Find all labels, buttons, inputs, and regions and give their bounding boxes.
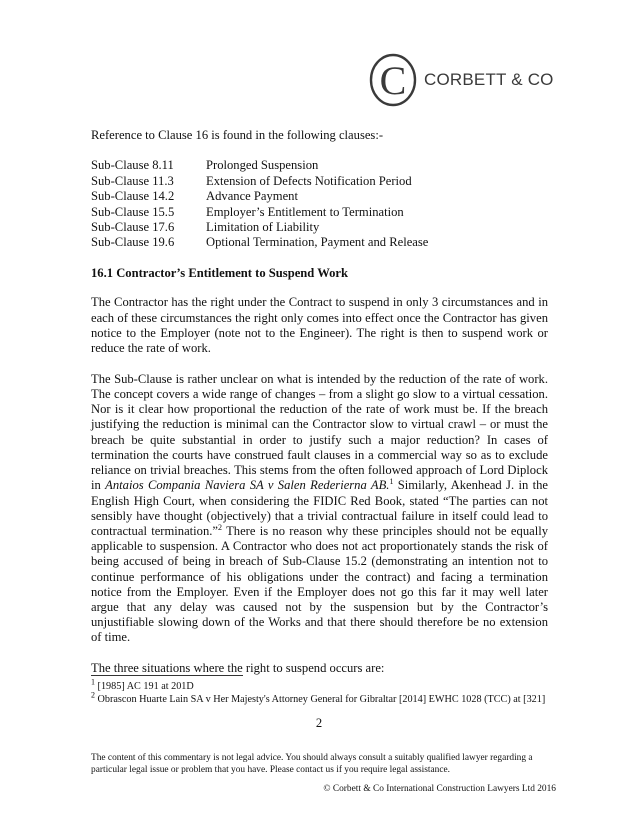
corbett-logo	[368, 52, 554, 108]
reference-title: Limitation of Liability	[206, 220, 320, 235]
footnotes	[91, 677, 548, 706]
footnote-divider	[91, 675, 243, 676]
reference-title: Optional Termination, Payment and Release	[206, 235, 429, 250]
footnote-text: [1985] AC 191 at 201D	[95, 681, 194, 692]
reference-clause: Sub-Clause 15.5	[91, 204, 175, 219]
footnote-number: 2	[91, 690, 95, 700]
paragraph-contractor-right: The Contractor has the right under the Contract to suspend in only 3 circumstances and in each of these circumstances the right only comes into effect once the Contractor has given notice to the Employer (note not to the Engineer). The right is then to suspend work or reduce the rate of work.	[91, 295, 548, 356]
reference-title: Advance Payment	[206, 189, 298, 204]
paragraph-three-situations: The three situations where the right to suspend occurs are:	[91, 660, 385, 675]
intro-text: Reference to Clause 16 is found in the following clauses:-	[91, 128, 384, 142]
paragraph2-part1: The Sub-Clause is rather unclear on what is intended by the reduction of the rate of work. The concept covers a wide range of changes – from a slight go slow to a virtual cessation. Nor is it clear how proportional the reduction of the rate of work must be. If the breach justifying the reduction is minimal can the Contractor slow to virtual crawl – or must the breach be quite substantial in order to justify such a major reduction? In cases of termination the courts have construed fault clauses in a commercial way so as to exclude reliance on trivial breaches. This stems from the often followed approach of Lord Diplock in	[91, 371, 548, 493]
reference-clause: Sub-Clause 8.11	[91, 158, 174, 173]
reference-clause: Sub-Clause 14.2	[91, 189, 175, 204]
reference-clause: Sub-Clause 19.6	[91, 235, 175, 250]
footnote-ref-1[interactable]: 1	[389, 477, 394, 487]
footnote-number: 1	[91, 677, 95, 687]
logo-letter: C	[379, 58, 407, 103]
reference-title: Employer’s Entitlement to Termination	[206, 204, 404, 219]
paragraph-rate-of-work	[91, 372, 548, 646]
footer-copyright: © Corbett & Co International Construction Lawyers Ltd 2016	[323, 784, 556, 794]
footnote-ref-2[interactable]: 2	[218, 522, 223, 532]
reference-table	[91, 158, 428, 250]
footnote-text: Obrascon Huarte Lain SA v Her Majesty's Attorney General for Gibraltar [2014] EWHC 1028 (TCC) at [321]	[95, 694, 546, 705]
reference-title: Extension of Defects Notification Period	[206, 173, 412, 188]
reference-clause: Sub-Clause 11.3	[91, 173, 174, 188]
document-body	[91, 128, 548, 691]
footnote-1	[91, 677, 548, 693]
reference-row	[91, 205, 428, 220]
page-number: 2	[315, 716, 323, 730]
section-heading: 16.1 Contractor’s Entitlement to Suspend Work	[91, 265, 349, 280]
reference-row	[91, 220, 428, 235]
reference-row	[91, 235, 428, 250]
logo-text: CORBETT & CO	[424, 70, 554, 89]
reference-clause: Sub-Clause 17.6	[91, 220, 175, 235]
reference-row	[91, 189, 428, 204]
case-name: Antaios Compania Naviera SA v Salen Rederierna AB.	[105, 478, 390, 493]
corbett-c-emblem-icon	[368, 52, 418, 108]
reference-row	[91, 174, 428, 189]
footnote-2	[91, 690, 548, 706]
paragraph2-part3: There is no reason why these principles should not be equally applicable to suspension. A Contractor who does not act proportionately stands the risk of being accused of being in breach of Sub-Clause 15.2 (demonstrating an intention not to continue performance of his obligations under the contract) and facing a termination notice from the Employer. Even if the Employer does not go this far it may well later argue that any delay was caused not by the suspension but by the Contractor’s unjustifiable slowing down of the Works and that there should therefore be no extension of time.	[91, 523, 548, 645]
footer-disclaimer: The content of this commentary is not legal advice. You should always consult a suitably qualified lawyer regarding a particular legal issue or problem that you have. Please contact us if you require legal assistance.	[91, 753, 533, 776]
reference-row	[91, 158, 428, 173]
reference-title: Prolonged Suspension	[206, 158, 319, 173]
paragraph2-part2: Similarly, Akenhead J. in the English High Court, when considering the FIDIC Red Book, stated “The parties can not sensibly have thought (objectively) that a trivial contractual failure in itself could lead to contractual termination.”	[91, 478, 548, 538]
